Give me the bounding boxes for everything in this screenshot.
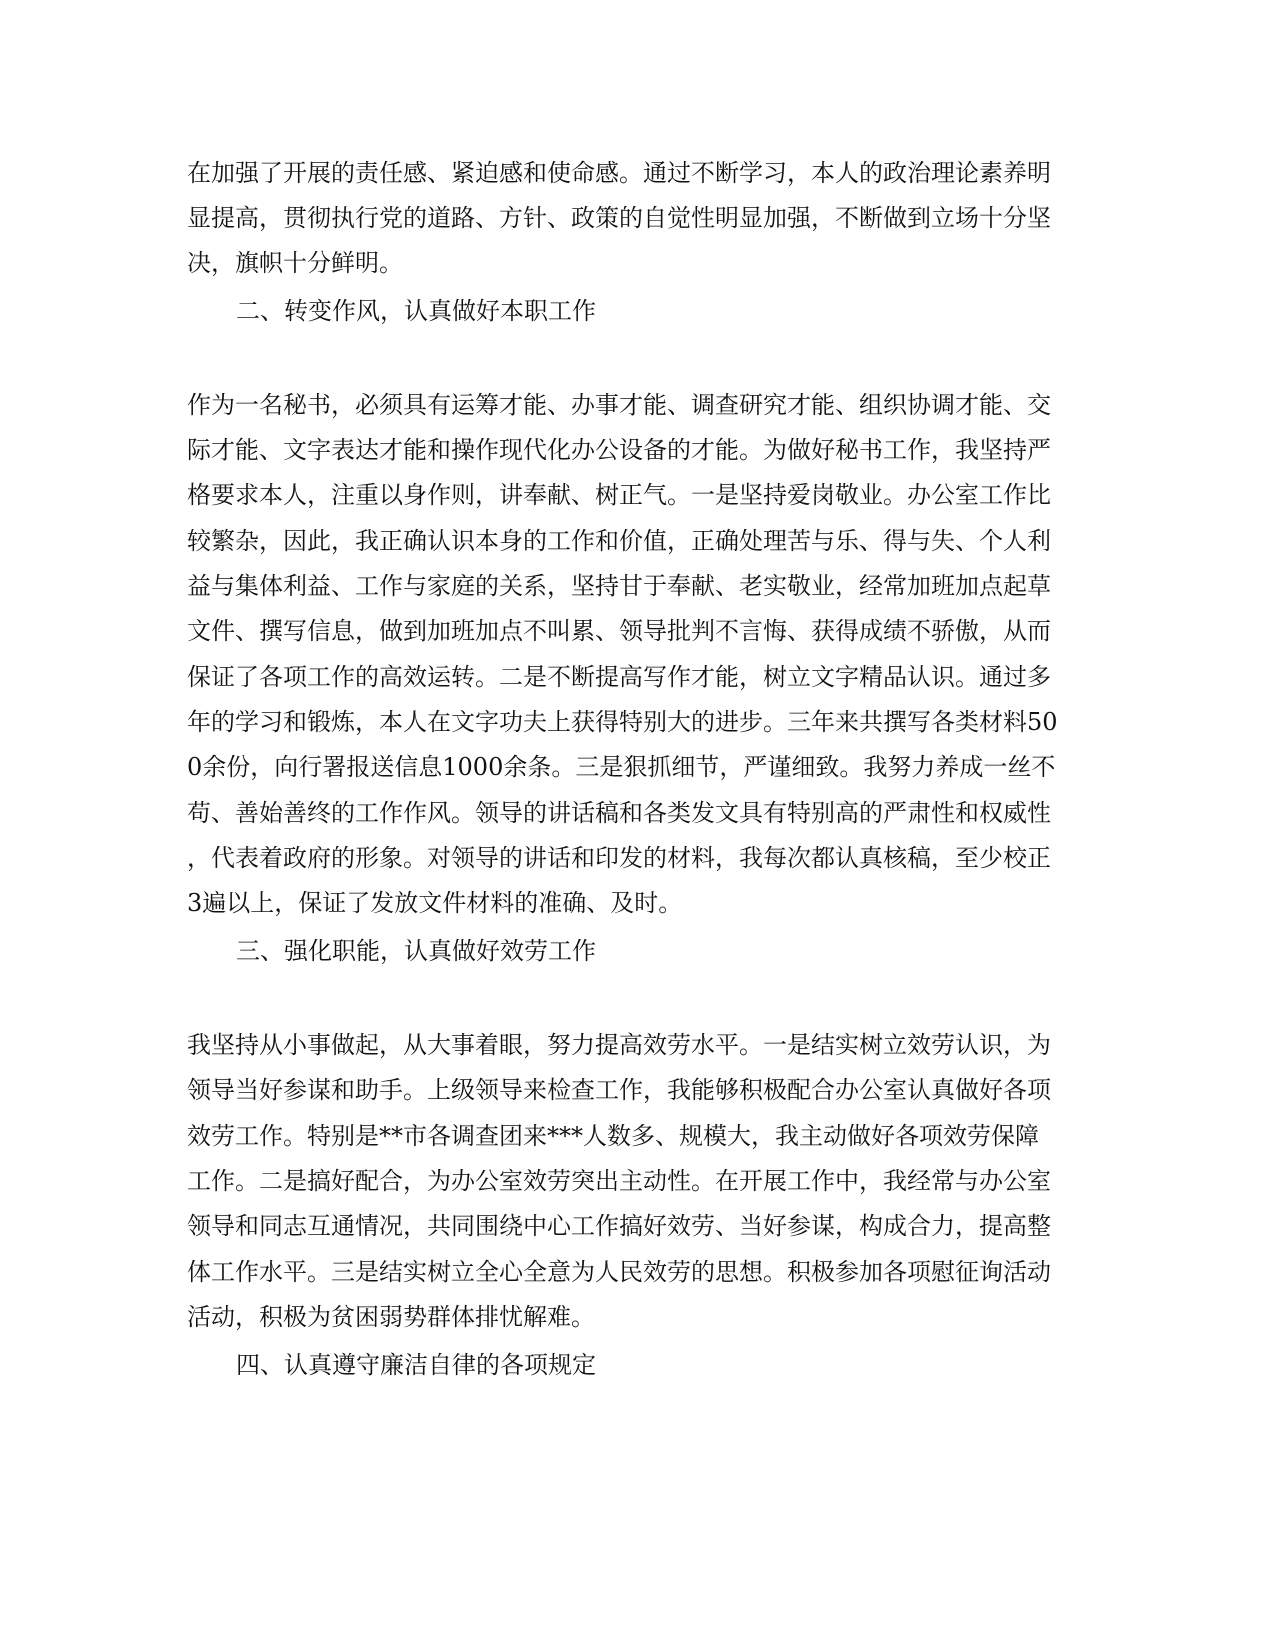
paragraph-2-line-6: 文件、撰写信息，做到加班加点不叫累、领导批判不言悔、获得成绩不骄傲，从而 [187,617,1051,645]
section-heading-4: 四、认真遵守廉洁自律的各项规定 [236,1351,596,1379]
paragraph-2-line-2: 际才能、文字表达才能和操作现代化办公设备的才能。为做好秘书工作，我坚持严 [187,436,1051,464]
paragraph-1-line-3: 决，旗帜十分鲜明。 [187,249,403,277]
paragraph-3-line-2: 领导当好参谋和助手。上级领导来检查工作，我能够积极配合办公室认真做好各项 [187,1076,1051,1104]
paragraph-2-line-9: 0余份，向行署报送信息1000余条。三是狠抓细节，严谨细致。我努力养成一丝不 [187,753,1056,781]
paragraph-2-line-12: 3遍以上，保证了发放文件材料的准确、及时。 [187,889,683,917]
paragraph-3-line-5: 领导和同志互通情况，共同围绕中心工作搞好效劳、当好参谋，构成合力，提高整 [187,1212,1051,1240]
paragraph-2-line-8: 年的学习和锻炼，本人在文字功夫上获得特别大的进步。三年来共撰写各类材料50 [187,708,1058,736]
paragraph-2-line-4: 较繁杂，因此，我正确认识本身的工作和价值，正确处理苦与乐、得与失、个人利 [187,527,1051,555]
paragraph-2-line-7: 保证了各项工作的高效运转。二是不断提高写作才能，树立文字精品认识。通过多 [187,663,1051,691]
paragraph-1-line-1: 在加强了开展的责任感、紧迫感和使命感。通过不断学习，本人的政治理论素养明 [187,159,1051,187]
section-heading-3: 三、强化职能，认真做好效劳工作 [236,937,596,965]
paragraph-2-line-5: 益与集体利益、工作与家庭的关系，坚持甘于奉献、老实敬业，经常加班加点起草 [187,572,1051,600]
paragraph-3-line-1: 我坚持从小事做起，从大事着眼，努力提高效劳水平。一是结实树立效劳认识，为 [187,1031,1051,1059]
section-heading-2: 二、转变作风，认真做好本职工作 [236,297,596,325]
paragraph-3-line-3: 效劳工作。特别是**市各调查团来***人数多、规模大，我主动做好各项效劳保障 [187,1122,1039,1150]
paragraph-3-line-6: 体工作水平。三是结实树立全心全意为人民效劳的思想。积极参加各项慰征询活动 [187,1258,1051,1286]
paragraph-2-line-1: 作为一名秘书，必须具有运筹才能、办事才能、调查研究才能、组织协调才能、交 [187,391,1051,419]
paragraph-1-line-2: 显提高，贯彻执行党的道路、方针、政策的自觉性明显加强，不断做到立场十分坚 [187,204,1051,232]
paragraph-2-line-3: 格要求本人，注重以身作则，讲奉献、树正气。一是坚持爱岗敬业。办公室工作比 [187,481,1051,509]
paragraph-2-line-11: ，代表着政府的形象。对领导的讲话和印发的材料，我每次都认真核稿，至少校正 [187,844,1051,872]
paragraph-3-line-7: 活动，积极为贫困弱势群体排忧解难。 [187,1303,595,1331]
paragraph-3-line-4: 工作。二是搞好配合，为办公室效劳突出主动性。在开展工作中，我经常与办公室 [187,1167,1051,1195]
paragraph-2-line-10: 苟、善始善终的工作作风。领导的讲话稿和各类发文具有特别高的严肃性和权威性 [187,799,1051,827]
